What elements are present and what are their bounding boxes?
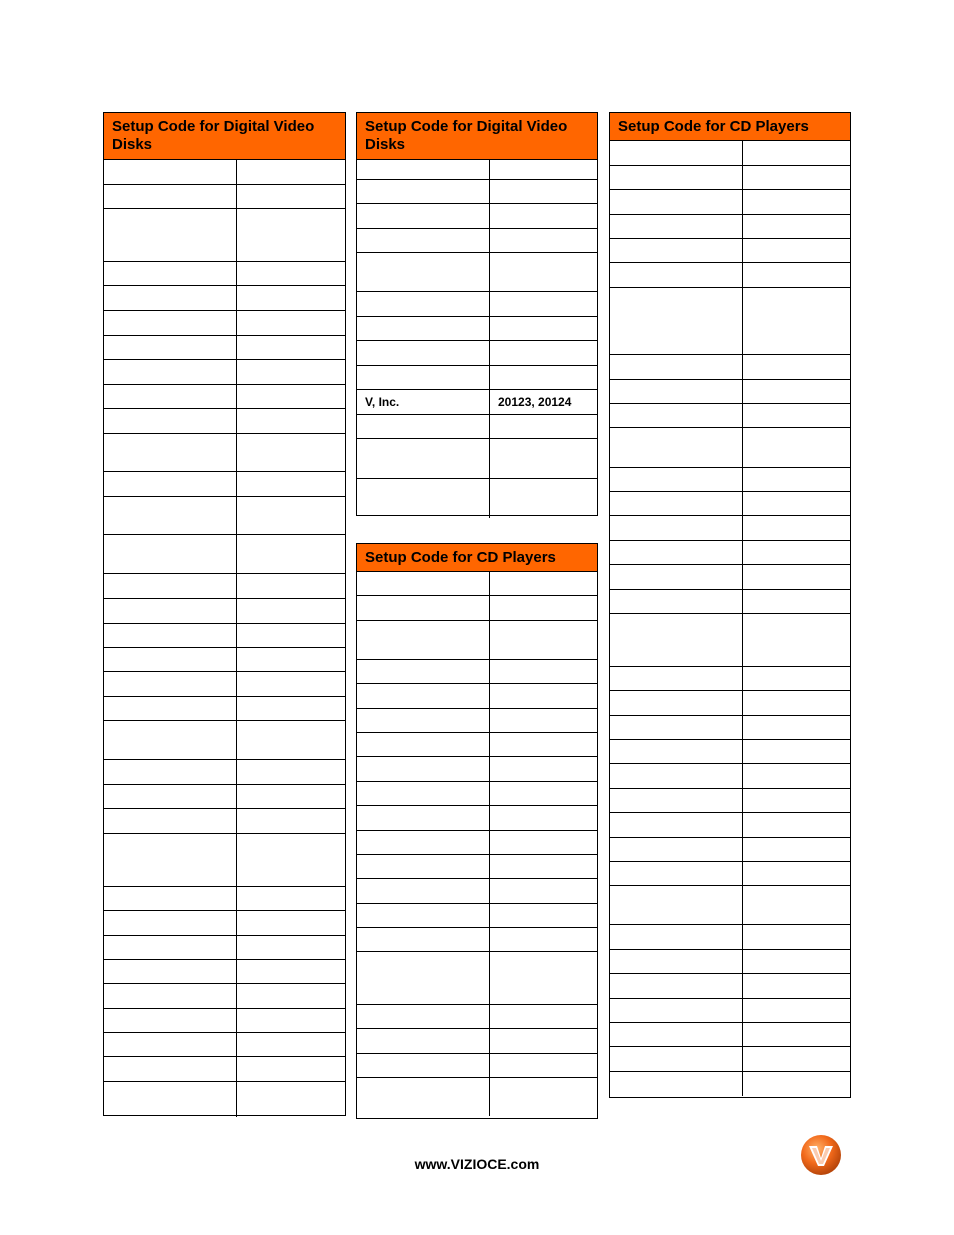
table-row bbox=[104, 472, 345, 497]
table-row bbox=[357, 366, 597, 390]
table-row bbox=[357, 1005, 597, 1029]
cd-setup-table-middle bbox=[356, 543, 598, 1119]
table-row bbox=[610, 691, 850, 716]
table-row bbox=[610, 380, 850, 404]
table-row bbox=[610, 166, 850, 190]
table-row bbox=[104, 209, 345, 262]
table-row bbox=[104, 360, 345, 385]
table-row bbox=[104, 697, 345, 721]
table-row bbox=[104, 834, 345, 887]
table-row bbox=[610, 263, 850, 288]
table-row bbox=[104, 721, 345, 760]
table-row bbox=[104, 1057, 345, 1082]
table-row bbox=[357, 229, 597, 253]
table-row bbox=[357, 879, 597, 904]
table-row bbox=[610, 974, 850, 999]
table-row bbox=[357, 1029, 597, 1054]
table-row bbox=[104, 1009, 345, 1033]
table-row bbox=[610, 764, 850, 789]
table-row bbox=[610, 999, 850, 1023]
table-row bbox=[357, 855, 597, 879]
table-row bbox=[357, 952, 597, 1005]
table-row bbox=[357, 479, 597, 518]
table-row bbox=[104, 385, 345, 409]
table-row bbox=[104, 574, 345, 599]
table-row bbox=[357, 684, 597, 709]
table-row bbox=[104, 960, 345, 984]
table-row bbox=[104, 535, 345, 574]
table-row bbox=[104, 1033, 345, 1057]
table-row bbox=[610, 740, 850, 764]
table-row bbox=[357, 831, 597, 855]
table-row bbox=[357, 160, 597, 180]
table-row bbox=[104, 785, 345, 809]
table-row bbox=[357, 904, 597, 928]
table-row bbox=[610, 838, 850, 862]
table-row bbox=[610, 404, 850, 428]
table-row bbox=[357, 292, 597, 317]
table-row bbox=[104, 1082, 345, 1117]
table-title: Setup Code for Digital Video Disks bbox=[104, 113, 345, 160]
table-row bbox=[610, 355, 850, 380]
table-row bbox=[610, 1023, 850, 1047]
table-row bbox=[610, 590, 850, 614]
table-row bbox=[104, 599, 345, 624]
table-row bbox=[357, 1078, 597, 1116]
table-row bbox=[104, 185, 345, 209]
table-row bbox=[104, 624, 345, 648]
table-row bbox=[357, 390, 597, 415]
table-row bbox=[610, 667, 850, 691]
table-row bbox=[357, 180, 597, 204]
table-row bbox=[104, 286, 345, 311]
table-row bbox=[610, 565, 850, 590]
table-row bbox=[104, 262, 345, 286]
table-row bbox=[357, 204, 597, 229]
table-row bbox=[610, 516, 850, 541]
table-row bbox=[610, 541, 850, 565]
table-row bbox=[104, 911, 345, 936]
table-row bbox=[610, 862, 850, 886]
table-row bbox=[104, 160, 345, 185]
table-row bbox=[104, 887, 345, 911]
codes-cell: 20123, 20124 bbox=[498, 395, 572, 409]
table-row bbox=[610, 141, 850, 166]
table-row bbox=[610, 614, 850, 667]
table-row bbox=[610, 886, 850, 925]
table-row bbox=[104, 809, 345, 834]
table-row bbox=[357, 621, 597, 660]
table-row bbox=[610, 950, 850, 974]
table-row bbox=[610, 925, 850, 950]
table-row bbox=[357, 709, 597, 733]
vizio-v-logo-icon bbox=[800, 1134, 842, 1176]
table-row bbox=[104, 672, 345, 697]
table-row bbox=[610, 813, 850, 838]
table-row bbox=[104, 936, 345, 960]
table-title: Setup Code for CD Players bbox=[610, 113, 850, 141]
cd-setup-table-right bbox=[609, 112, 851, 1098]
table-row bbox=[104, 648, 345, 672]
table-row bbox=[357, 317, 597, 341]
table-row bbox=[610, 428, 850, 468]
dvd-setup-table-left bbox=[103, 112, 346, 1116]
brand-cell: V, Inc. bbox=[357, 390, 490, 414]
table-row bbox=[357, 439, 597, 479]
table-row bbox=[357, 341, 597, 366]
table-row bbox=[610, 468, 850, 492]
table-row bbox=[104, 336, 345, 360]
table-title: Setup Code for Digital Video Disks bbox=[357, 113, 597, 160]
table-row bbox=[610, 239, 850, 263]
table-row bbox=[610, 215, 850, 239]
table-row bbox=[104, 760, 345, 785]
table-row bbox=[610, 492, 850, 516]
table-row bbox=[357, 660, 597, 684]
table-row bbox=[357, 733, 597, 757]
table-row bbox=[357, 596, 597, 621]
table-row bbox=[104, 311, 345, 336]
table-row bbox=[104, 497, 345, 535]
table-row bbox=[357, 572, 597, 596]
footer-url[interactable]: www.VIZIOCE.com bbox=[414, 1156, 540, 1172]
table-row bbox=[357, 757, 597, 782]
table-row bbox=[104, 984, 345, 1009]
table-row bbox=[610, 190, 850, 215]
table-row bbox=[357, 806, 597, 831]
table-row bbox=[357, 253, 597, 292]
table-title: Setup Code for CD Players bbox=[357, 544, 597, 572]
table-row bbox=[104, 409, 345, 434]
table-row bbox=[610, 1072, 850, 1096]
table-row bbox=[610, 789, 850, 813]
dvd-setup-table-middle bbox=[356, 112, 598, 516]
table-row bbox=[610, 716, 850, 740]
table-row bbox=[610, 1047, 850, 1072]
table-row bbox=[357, 782, 597, 806]
table-row bbox=[357, 1054, 597, 1078]
table-row bbox=[104, 434, 345, 472]
table-row bbox=[610, 288, 850, 355]
table-row bbox=[357, 928, 597, 952]
table-row bbox=[357, 415, 597, 439]
